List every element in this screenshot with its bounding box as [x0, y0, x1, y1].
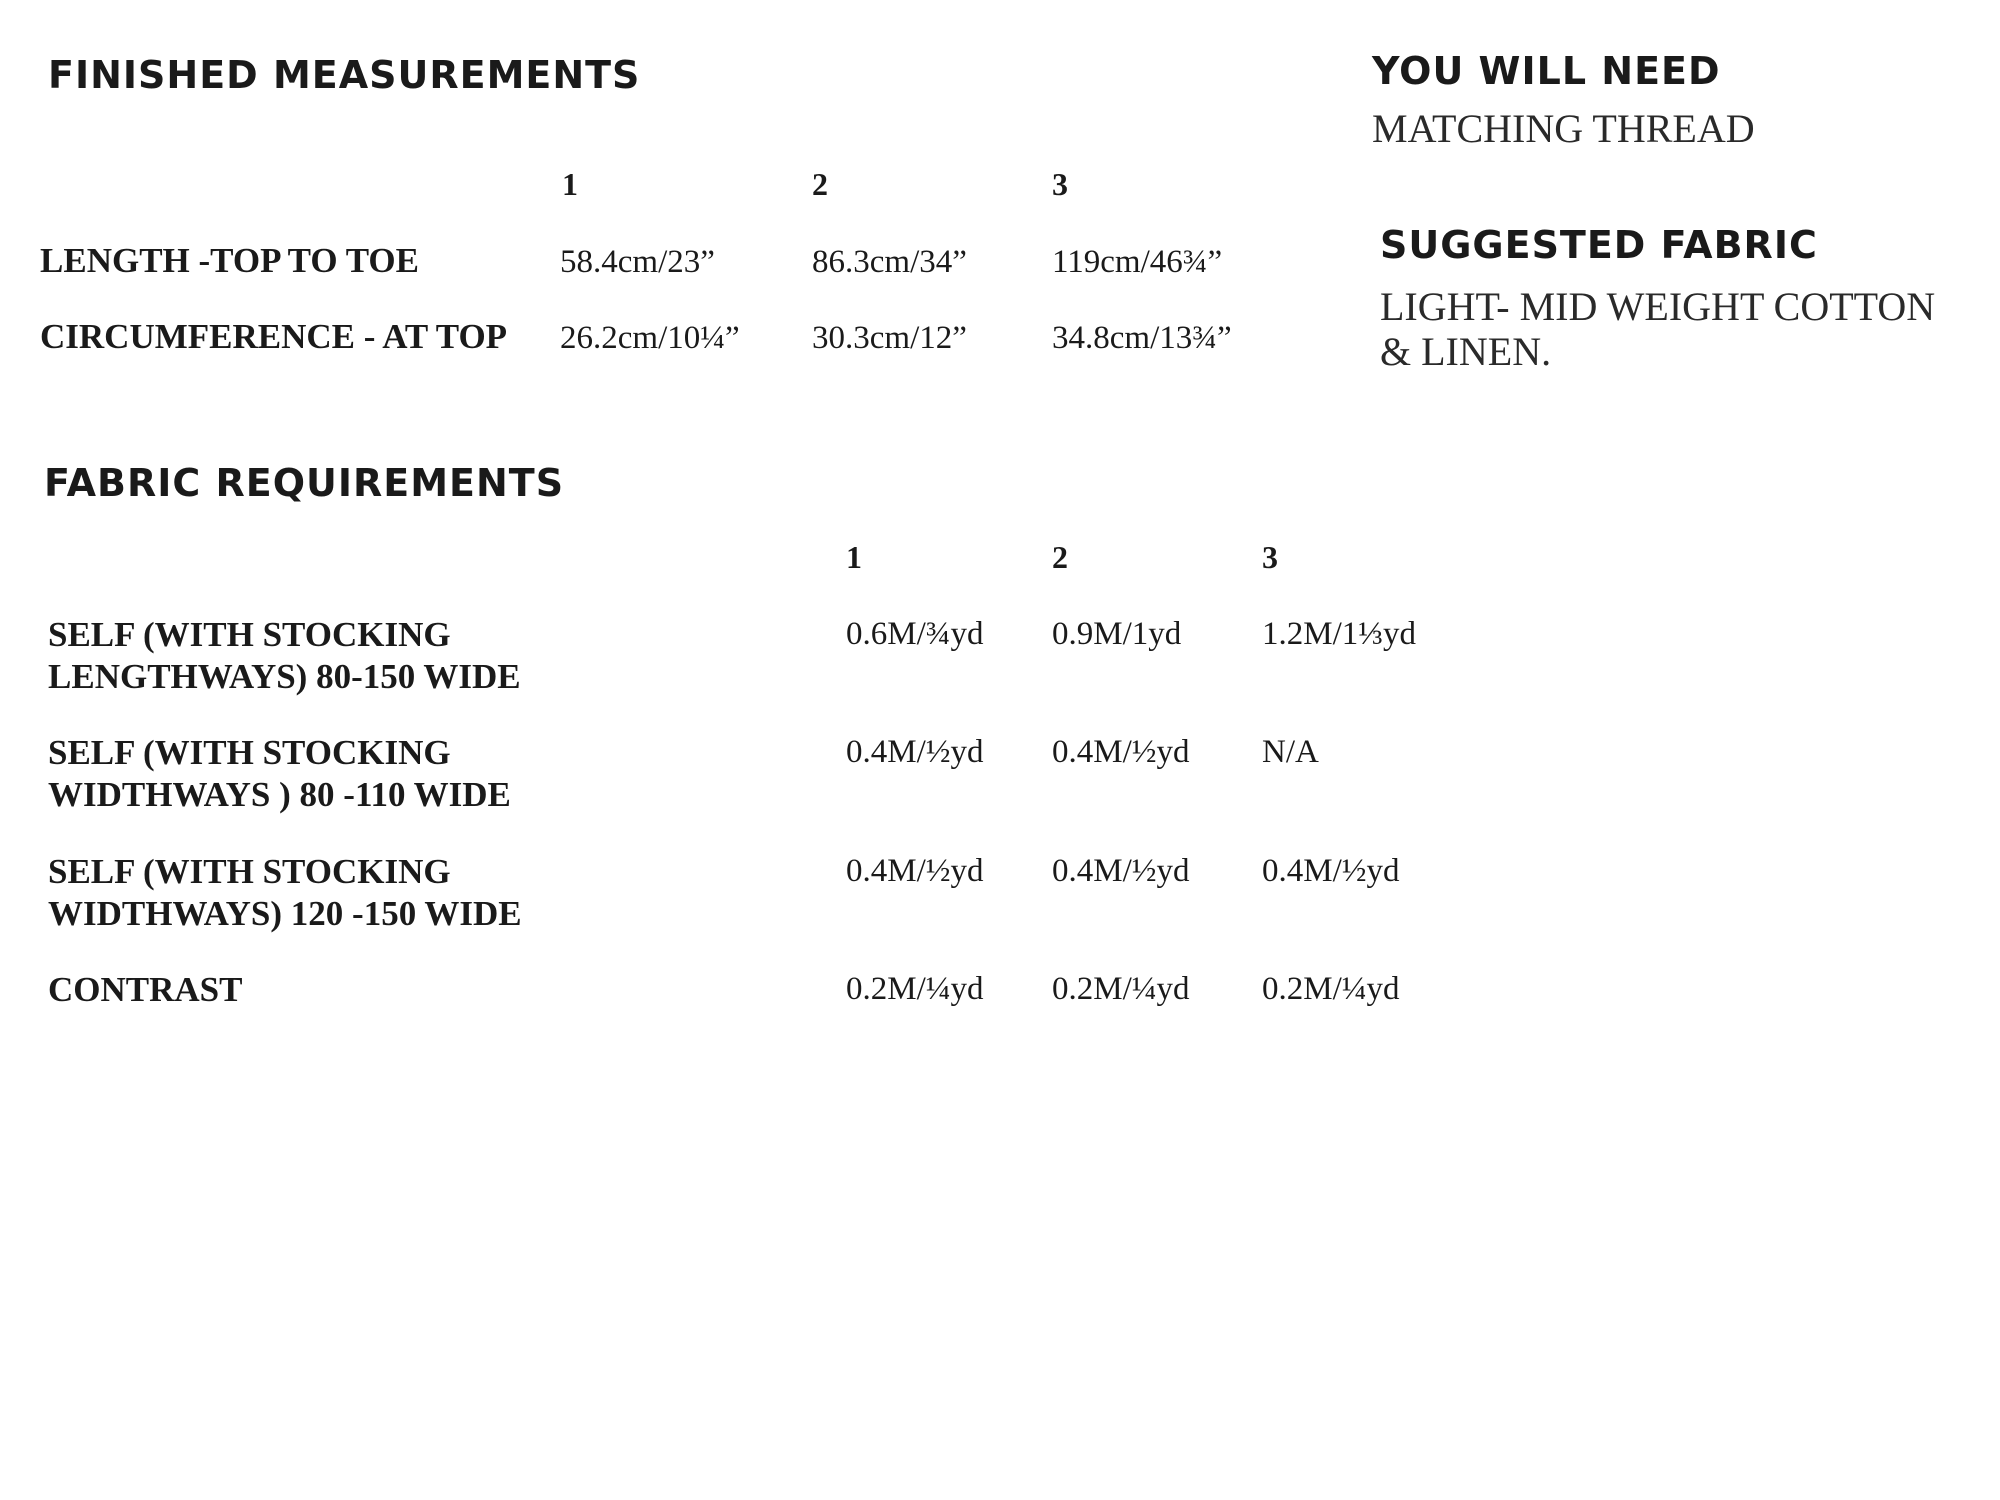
measurements-cell-circumference-1: 26.2cm/10¼” — [560, 320, 740, 356]
requirements-cell-contrast-1: 0.2M/¼yd — [846, 971, 984, 1007]
measurements-cell-length-1: 58.4cm/23” — [560, 244, 715, 280]
requirements-cell-lengthways-2: 0.9M/1yd — [1052, 616, 1182, 652]
suggested-fabric-heading: SUGGESTED FABRIC — [1380, 223, 1818, 267]
measurements-cell-length-3: 119cm/46¾” — [1052, 244, 1223, 280]
requirements-cell-lengthways-1: 0.6M/¾yd — [846, 616, 984, 652]
requirements-column-3: 3 — [1262, 539, 1278, 575]
measurements-row-label-length: LENGTH -TOP TO TOE — [40, 241, 420, 280]
requirements-cell-widthways-wide-2: 0.4M/½yd — [1052, 853, 1190, 889]
measurements-cell-circumference-3: 34.8cm/13¾” — [1052, 320, 1232, 356]
fabric-requirements-heading: FABRIC REQUIREMENTS — [44, 461, 565, 505]
measurements-row-label-circumference: CIRCUMFERENCE - AT TOP — [40, 317, 508, 356]
measurements-cell-length-2: 86.3cm/34” — [812, 244, 967, 280]
suggested-fabric-line-1: LIGHT- MID WEIGHT COTTON — [1380, 284, 1936, 329]
requirements-column-1: 1 — [846, 539, 862, 575]
requirements-cell-lengthways-3: 1.2M/1⅓yd — [1262, 616, 1417, 652]
requirements-row-label-line: WIDTHWAYS ) 80 -110 WIDE — [48, 775, 511, 814]
requirements-row-label-line: SELF (WITH STOCKING — [48, 615, 451, 654]
measurements-column-2: 2 — [812, 166, 828, 202]
requirements-row-label-lengthways — [48, 614, 521, 698]
requirements-cell-contrast-2: 0.2M/¼yd — [1052, 971, 1190, 1007]
requirements-row-label-line: WIDTHWAYS) 120 -150 WIDE — [48, 894, 522, 933]
you-will-need-heading: YOU WILL NEED — [1372, 49, 1721, 93]
requirements-row-label-widthways-wide — [48, 851, 522, 935]
requirements-row-label-line: CONTRAST — [48, 970, 243, 1009]
requirements-column-2: 2 — [1052, 539, 1068, 575]
suggested-fabric-line-2: & LINEN. — [1380, 329, 1552, 374]
you-will-need-text: MATCHING THREAD — [1372, 106, 1755, 151]
requirements-row-label-line: SELF (WITH STOCKING — [48, 852, 451, 891]
requirements-cell-widthways-narrow-3: N/A — [1262, 734, 1319, 770]
measurements-column-1: 1 — [562, 166, 578, 202]
requirements-cell-widthways-wide-1: 0.4M/½yd — [846, 853, 984, 889]
measurements-cell-circumference-2: 30.3cm/12” — [812, 320, 967, 356]
requirements-row-label-contrast — [48, 969, 242, 1011]
requirements-cell-widthways-wide-3: 0.4M/½yd — [1262, 853, 1400, 889]
requirements-cell-widthways-narrow-2: 0.4M/½yd — [1052, 734, 1190, 770]
measurements-column-3: 3 — [1052, 166, 1068, 202]
requirements-row-label-line: LENGTHWAYS) 80-150 WIDE — [48, 657, 521, 696]
requirements-row-label-widthways-narrow — [48, 732, 511, 816]
requirements-row-label-line: SELF (WITH STOCKING — [48, 733, 451, 772]
finished-measurements-heading: FINISHED MEASUREMENTS — [48, 53, 641, 97]
suggested-fabric-text — [1380, 284, 1935, 374]
requirements-cell-contrast-3: 0.2M/¼yd — [1262, 971, 1400, 1007]
requirements-cell-widthways-narrow-1: 0.4M/½yd — [846, 734, 984, 770]
